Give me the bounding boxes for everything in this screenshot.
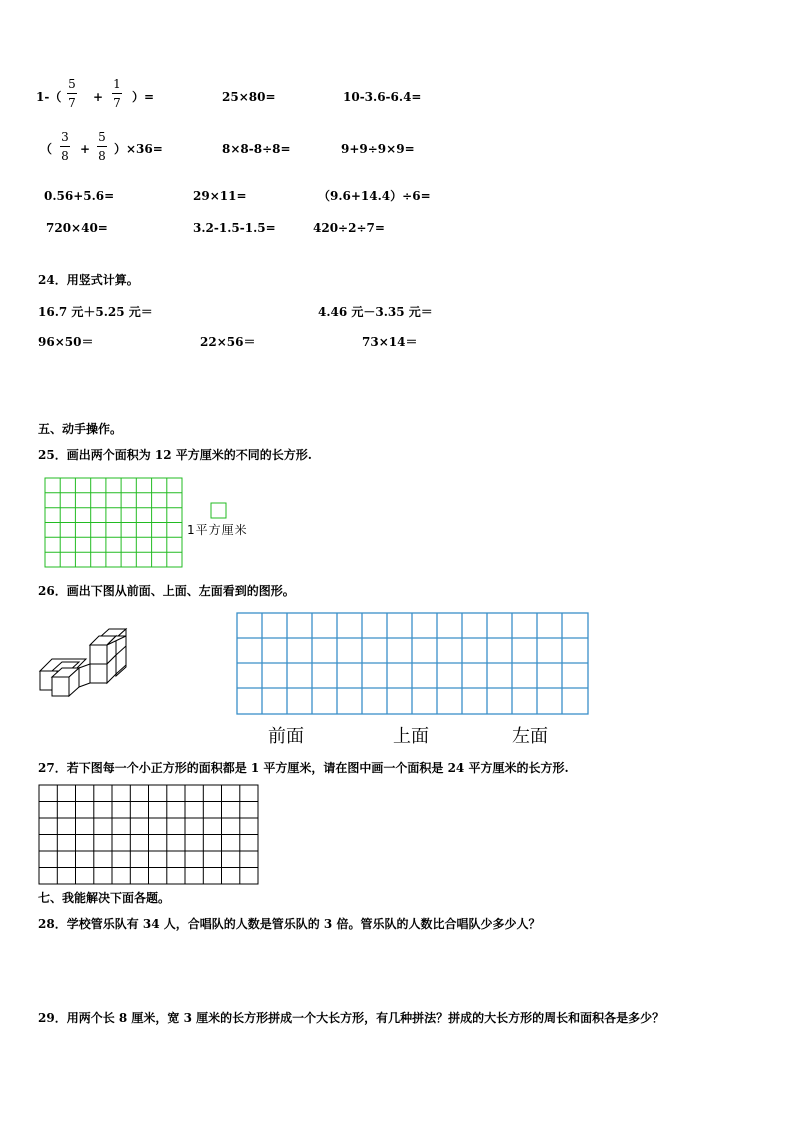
calc-r2c1-open: （ xyxy=(40,142,53,156)
q24-title: 24．用竖式计算。 xyxy=(38,273,139,287)
fraction-5-8 xyxy=(97,131,107,162)
q24-expr-4: 22×56＝ xyxy=(200,335,256,349)
q29-text: 29．用两个长 8 厘米，宽 3 厘米的长方形拼成一个大长方形，有几种拼法？拼成的大长方形的周长和面积各是多少？ xyxy=(38,1011,665,1025)
section-7-heading: 七、我能解决下面各题。 xyxy=(38,891,171,905)
plus-sign: + xyxy=(93,90,104,104)
fraction-1-7 xyxy=(112,78,122,109)
q24-expr-5: 73×14＝ xyxy=(362,335,418,349)
fraction-3-8 xyxy=(60,131,70,162)
calc-r4c2: 3.2-1.5-1.5= xyxy=(193,221,276,235)
fraction-5-7 xyxy=(67,78,77,109)
q28-text: 28．学校管乐队有 34 人，合唱队的人数是管乐队的 3 倍。管乐队的人数比合唱队少多少人？ xyxy=(38,917,541,931)
calc-r2c3: 9+9÷9×9= xyxy=(341,142,415,156)
fraction-numerator: 3 xyxy=(61,130,69,144)
calc-r1c3: 10-3.6-6.4= xyxy=(343,90,422,104)
fraction-numerator: 1 xyxy=(113,77,121,91)
fraction-numerator: 5 xyxy=(68,77,76,91)
calc-r1c1-close: ）= xyxy=(132,90,155,104)
section-5-heading: 五、动手操作。 xyxy=(38,422,123,436)
view-label-left: 左面 xyxy=(512,726,548,747)
q26-title: 26．画出下图从前面、上面、左面看到的图形。 xyxy=(38,584,295,598)
cube-stack-figure xyxy=(38,627,130,705)
fraction-denominator: 7 xyxy=(113,96,121,110)
calc-r1c2: 25×80= xyxy=(222,90,276,104)
calc-r3c3: （9.6+14.4）÷6= xyxy=(318,189,431,203)
unit-square-label: 1平方厘米 xyxy=(187,523,248,537)
fraction-denominator: 7 xyxy=(68,96,76,110)
calc-r4c1: 720×40= xyxy=(46,221,108,235)
calc-r2c2: 8×8-8÷8= xyxy=(222,142,291,156)
q25-title: 25．画出两个面积为 12 平方厘米的不同的长方形. xyxy=(38,448,312,462)
fraction-denominator: 8 xyxy=(61,149,69,163)
q27-black-grid xyxy=(38,784,260,886)
view-label-front: 前面 xyxy=(268,726,304,747)
calc-r4c3: 420÷2÷7= xyxy=(313,221,385,235)
q24-expr-2: 4.46 元－3.35 元＝ xyxy=(318,305,433,319)
q24-expr-3: 96×50＝ xyxy=(38,335,94,349)
q24-expr-1: 16.7 元＋5.25 元＝ xyxy=(38,305,153,319)
q27-title: 27．若下图每一个小正方形的面积都是 1 平方厘米，请在图中画一个面积是 24 平方厘米的长方形. xyxy=(38,761,569,775)
fraction-numerator: 5 xyxy=(98,130,106,144)
q25-green-grid xyxy=(44,477,184,569)
calc-r3c1: 0.56+5.6= xyxy=(44,189,115,203)
fraction-denominator: 8 xyxy=(98,149,106,163)
q26-blue-grid xyxy=(236,612,590,716)
view-label-top: 上面 xyxy=(393,726,429,747)
calc-r1c1-open: 1-（ xyxy=(36,90,62,104)
calc-r2c1-close: ）×36= xyxy=(114,142,163,156)
plus-sign: + xyxy=(80,142,91,156)
calc-r3c2: 29×11= xyxy=(193,189,247,203)
unit-square xyxy=(210,502,227,519)
